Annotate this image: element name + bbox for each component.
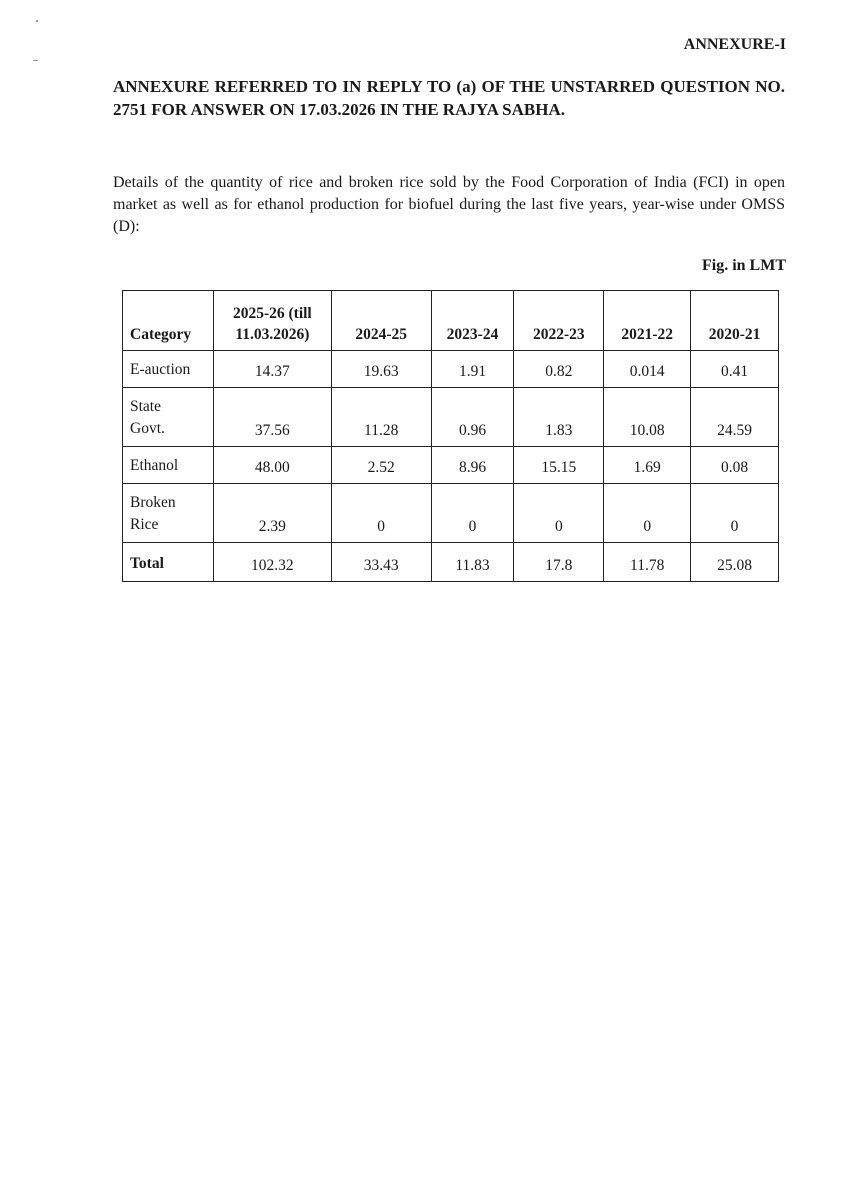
table-cell: 37.56 bbox=[213, 388, 331, 447]
unit-note: Fig. in LMT bbox=[701, 257, 786, 274]
header-2023-24: 2023-24 bbox=[431, 291, 514, 351]
table-cell: 2.39 bbox=[213, 484, 331, 543]
header-2025-26 bbox=[213, 291, 331, 351]
table-cell: 1.69 bbox=[604, 447, 691, 484]
scan-mark bbox=[33, 60, 38, 61]
row-category: E-auction bbox=[123, 351, 214, 388]
header-2025-26-line1: 2025-26 (till bbox=[232, 305, 312, 322]
table-cell: 2.52 bbox=[331, 447, 431, 484]
scan-mark bbox=[36, 20, 38, 22]
total-cell: 33.43 bbox=[331, 543, 431, 582]
table-cell: 0 bbox=[691, 484, 779, 543]
table-cell: 1.91 bbox=[431, 351, 514, 388]
total-cell: 25.08 bbox=[691, 543, 779, 582]
table-cell: 0 bbox=[604, 484, 691, 543]
table-row-e-auction bbox=[123, 351, 779, 388]
table-cell: 8.96 bbox=[431, 447, 514, 484]
table-cell: 0.41 bbox=[691, 351, 779, 388]
table-header-row bbox=[123, 291, 779, 351]
intro-paragraph: Details of the quantity of rice and broken rice sold by the Food Corporation of India (FCI) in open market as well as for ethanol production for biofuel during the last five years, year-wise under OMSS (D): bbox=[113, 174, 785, 235]
document-heading: ANNEXURE REFERRED TO IN REPLY TO (a) OF THE UNSTARRED QUESTION NO. 2751 FOR ANSWER ON 17.03.2026 IN THE RAJYA SABHA. bbox=[113, 77, 785, 119]
table-row-broken-rice bbox=[123, 484, 779, 543]
header-category: Category bbox=[123, 291, 214, 351]
row-category-line1: Broken bbox=[130, 494, 176, 511]
table-cell: 0 bbox=[331, 484, 431, 543]
row-category: Ethanol bbox=[123, 447, 214, 484]
row-category-line2: Govt. bbox=[130, 420, 165, 437]
header-2025-26-line2: 11.03.2026) bbox=[235, 326, 310, 343]
row-category bbox=[123, 388, 214, 447]
table-cell: 0.014 bbox=[604, 351, 691, 388]
annexure-label: ANNEXURE-I bbox=[683, 36, 786, 53]
header-2022-23: 2022-23 bbox=[514, 291, 604, 351]
table-row-state-govt bbox=[123, 388, 779, 447]
sales-table bbox=[122, 290, 779, 582]
header-2021-22: 2021-22 bbox=[604, 291, 691, 351]
table-cell: 0.82 bbox=[514, 351, 604, 388]
table-cell: 24.59 bbox=[691, 388, 779, 447]
table-cell: 11.28 bbox=[331, 388, 431, 447]
table-cell: 15.15 bbox=[514, 447, 604, 484]
table-cell: 0 bbox=[431, 484, 514, 543]
table-cell: 14.37 bbox=[213, 351, 331, 388]
table-cell: 0.08 bbox=[691, 447, 779, 484]
total-label: Total bbox=[123, 543, 214, 582]
table-cell: 10.08 bbox=[604, 388, 691, 447]
table-row-ethanol bbox=[123, 447, 779, 484]
total-cell: 11.78 bbox=[604, 543, 691, 582]
table-row-total bbox=[123, 543, 779, 582]
table-cell: 1.83 bbox=[514, 388, 604, 447]
table-cell: 19.63 bbox=[331, 351, 431, 388]
row-category-line1: State bbox=[130, 398, 161, 415]
total-cell: 11.83 bbox=[431, 543, 514, 582]
header-2024-25: 2024-25 bbox=[331, 291, 431, 351]
row-category-line2: Rice bbox=[130, 516, 159, 533]
total-cell: 17.8 bbox=[514, 543, 604, 582]
header-2020-21: 2020-21 bbox=[691, 291, 779, 351]
total-cell: 102.32 bbox=[213, 543, 331, 582]
table-cell: 0.96 bbox=[431, 388, 514, 447]
row-category bbox=[123, 484, 214, 543]
table-cell: 0 bbox=[514, 484, 604, 543]
sales-table-container bbox=[122, 290, 779, 582]
table-cell: 48.00 bbox=[213, 447, 331, 484]
